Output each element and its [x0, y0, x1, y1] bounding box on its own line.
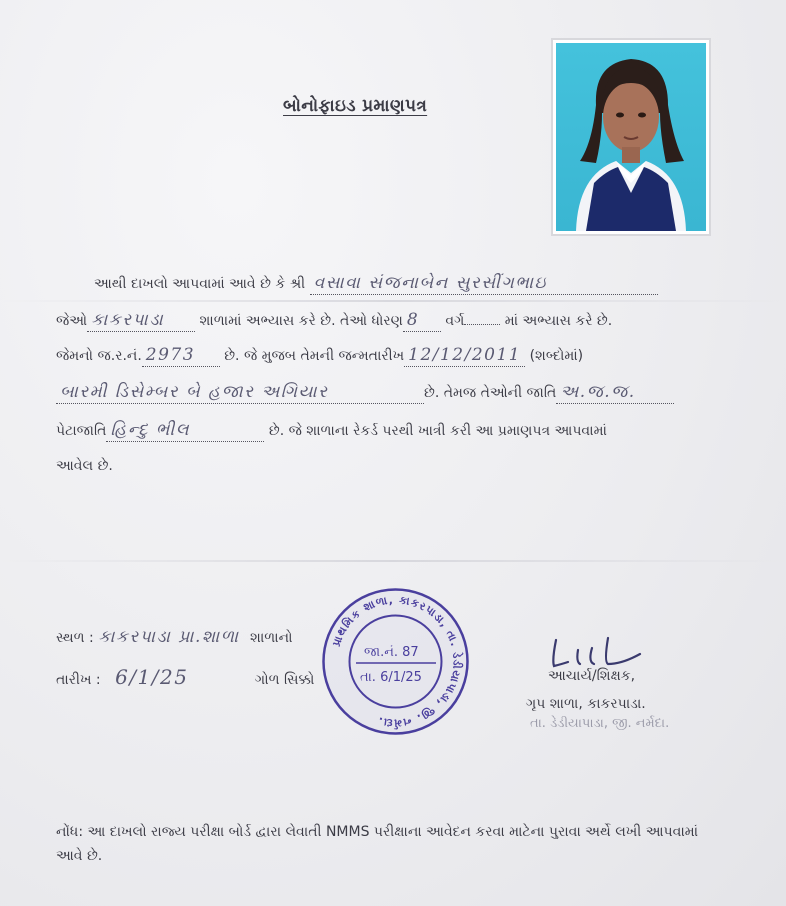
seal-ring-text: પ્રાથમિક શાળા, કાકરપાડા, તા. ડેડીયાપાડા, જી. નર્મદા. — [329, 593, 464, 730]
dob-words-value: બારમી ડિસેમ્બર બે હજાર અગિયાર — [60, 382, 329, 402]
school-prefix: જેઓ — [56, 313, 88, 329]
place-value: કાકરપાડા પ્રા.શાળા — [98, 627, 240, 647]
student-photo — [551, 38, 711, 236]
student-name-field — [310, 273, 658, 295]
date-label: તારીખ : — [56, 672, 101, 688]
certificate-title: બોનોફાઇડ પ્રમાણપત્ર — [283, 96, 428, 116]
line-subcaste — [56, 420, 607, 442]
school-seal — [318, 584, 473, 739]
paper-fold — [0, 560, 786, 562]
line-gr-dob — [56, 345, 583, 367]
dob-value: 12/12/2011 — [408, 345, 522, 365]
dob-field — [404, 345, 525, 367]
standard-value: 8 — [406, 310, 420, 330]
school-field — [87, 310, 195, 332]
caste-value: અ.જ.જ. — [560, 382, 636, 402]
dob-words-field — [56, 382, 424, 404]
line-student-name — [94, 273, 658, 295]
footnote: નોંધ: આ દાખલો રાજ્ય પરીક્ષા બોર્ડ દ્વારા લેવાતી NMMS પરીક્ષાના આવેદન કરવા માટેના પુરાવા અર્થે લખી આપવામાં આવે છે. — [56, 824, 699, 864]
dob-suffix: (શબ્દોમાં) — [529, 348, 584, 364]
student-photo-illustration — [556, 43, 706, 231]
place-label: સ્થળ : — [56, 630, 94, 646]
subcaste-field — [106, 420, 264, 442]
date-value: 6/1/25 — [115, 665, 189, 689]
place-row — [56, 627, 293, 647]
line-dob-words — [56, 382, 674, 404]
school-value: કાકરપાડા — [91, 310, 165, 330]
class-field — [464, 323, 500, 325]
school-middle: શાળામાં અભ્યાસ કરે છે. તેઓ ધોરણ — [199, 313, 403, 329]
gr-field — [142, 345, 220, 367]
student-name-value: વસાવા સંજનાબેન સુરસીંગભાઇ — [313, 273, 547, 293]
gr-value: 2973 — [145, 345, 196, 365]
signatory-location: તા. ડેડીયાપાડા, જી. નર્મદા. — [530, 716, 670, 731]
signatory-designation: આચાર્ય/શિક્ષક, — [548, 668, 636, 684]
intro-label: આથી દાખલો આપવામાં આવે છે કે શ્રી — [94, 276, 306, 292]
subcaste-value: હિન્દુ ભીલ — [110, 420, 191, 440]
date-row — [56, 665, 314, 689]
subcaste-suffix: છે. જે શાળાના રેકર્ડ પરથી ખાત્રી કરી આ પ્રમાણપત્ર આપવામાં — [268, 423, 607, 439]
paper-fold — [0, 300, 786, 302]
gr-prefix: જેમનો જ.ર.નં. — [56, 348, 142, 364]
school-suffix: માં અભ્યાસ કરે છે. — [504, 313, 613, 329]
dob-middle: છે. જે મુજબ તેમની જન્મતારીખ — [224, 348, 405, 364]
seal-number: જા.નં. 87 — [364, 645, 419, 660]
line-closing: આવેલ છે. — [56, 458, 113, 474]
seal-label-top: શાળાનો — [250, 630, 293, 646]
standard-field — [403, 310, 441, 332]
seal-date: તા. 6/1/25 — [360, 670, 422, 685]
class-label: વર્ગ — [445, 313, 465, 329]
subcaste-prefix: પેટાજાતિ — [56, 423, 107, 439]
caste-middle: છે. તેમજ તેઓની જાતિ — [424, 385, 557, 401]
caste-field — [556, 382, 674, 404]
line-school — [56, 310, 612, 332]
signatory-office: ગૃપ શાળા, કાકરપાડા. — [526, 696, 646, 712]
seal-label-bottom: ગોળ સિક્કો — [254, 672, 315, 688]
